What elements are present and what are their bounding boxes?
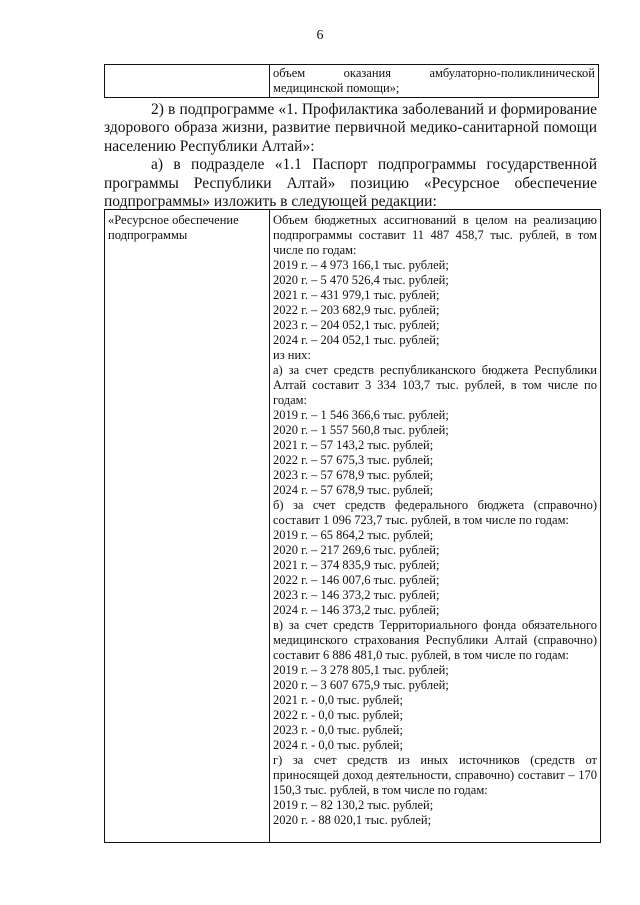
section-a: а) за счет средств республиканского бюджета Республики Алтай составит 3 334 103,7 тыс. рублей, в том числе по годам: [273, 363, 597, 407]
table-row [105, 65, 599, 98]
paragraph-subprogram: 2) в подпрограмме «1. Профилактика заболеваний и формирование здорового образа жизни, развитие первичной медико-санитарной помощи населению Республики Алтай»: [104, 101, 597, 155]
section-v: в) за счет средств Территориального фонда обязательного медицинского страхования Республики Алтай (справочно) составит 6 886 481,0 тыс. рублей, в том числе по годам: [273, 618, 597, 662]
b-year-2021: 2021 г. – 374 835,9 тыс. рублей; [273, 558, 440, 572]
body-text [104, 101, 597, 211]
resource-label-cell: «Ресурсное обеспечение подпрограммы [105, 210, 270, 843]
b-year-2022: 2022 г. – 146 007,6 тыс. рублей; [273, 573, 440, 587]
paragraph-passport: а) в подразделе «1.1 Паспорт подпрограммы государственной программы Республики Алтай» позицию «Ресурсное обеспечение подпрограммы» изложить в следующей редакции: [104, 156, 597, 211]
a-year-2024: 2024 г. – 57 678,9 тыс. рублей; [273, 483, 434, 497]
page-number: 6 [316, 28, 324, 43]
a-year-2020: 2020 г. – 1 557 560,8 тыс. рублей; [273, 423, 449, 437]
b-year-2020: 2020 г. – 217 269,6 тыс. рублей; [273, 543, 440, 557]
total-year-2020: 2020 г. – 5 470 526,4 тыс. рублей; [273, 273, 449, 287]
b-year-2023: 2023 г. – 146 373,2 тыс. рублей; [273, 588, 440, 602]
total-year-2022: 2022 г. – 203 682,9 тыс. рублей; [273, 303, 440, 317]
total-intro: Объем бюджетных ассигнований в целом на реализацию подпрограммы составит 11 487 458,7 тыс. рублей, в том числе по годам: [273, 213, 597, 257]
total-year-2024: 2024 г. – 204 052,1 тыс. рублей; [273, 333, 440, 347]
v-year-2019: 2019 г. – 3 278 805,1 тыс. рублей; [273, 663, 449, 677]
section-b: б) за счет средств федерального бюджета (справочно) составит 1 096 723,7 тыс. рублей, в том числе по годам: [273, 498, 597, 527]
a-year-2023: 2023 г. – 57 678,9 тыс. рублей; [273, 468, 434, 482]
v-year-2024: 2024 г. - 0,0 тыс. рублей; [273, 738, 403, 752]
a-year-2022: 2022 г. – 57 675,3 тыс. рублей; [273, 453, 434, 467]
g-year-2019: 2019 г. – 82 130,2 тыс. рублей; [273, 798, 434, 812]
resource-table [104, 209, 601, 843]
v-year-2023: 2023 г. - 0,0 тыс. рублей; [273, 723, 403, 737]
section-g: г) за счет средств из иных источников (средств от приносящей доход деятельности, справочно) составит – 170 150,3 тыс. рублей, в том числе по годам: [273, 753, 597, 797]
of-them-label: из них: [273, 348, 311, 362]
continuation-left-cell [105, 65, 270, 98]
continuation-right-cell: объем оказания амбулаторно-поликлинической медицинской помощи»; [270, 65, 599, 98]
continuation-table [104, 64, 599, 98]
a-year-2021: 2021 г. – 57 143,2 тыс. рублей; [273, 438, 434, 452]
a-year-2019: 2019 г. – 1 546 366,6 тыс. рублей; [273, 408, 449, 422]
table-row [105, 210, 601, 843]
v-year-2022: 2022 г. - 0,0 тыс. рублей; [273, 708, 403, 722]
v-year-2021: 2021 г. - 0,0 тыс. рублей; [273, 693, 403, 707]
resource-content-cell [270, 210, 601, 843]
total-year-2019: 2019 г. – 4 973 166,1 тыс. рублей; [273, 258, 449, 272]
v-year-2020: 2020 г. – 3 607 675,9 тыс. рублей; [273, 678, 449, 692]
total-year-2021: 2021 г. – 431 979,1 тыс. рублей; [273, 288, 440, 302]
total-year-2023: 2023 г. – 204 052,1 тыс. рублей; [273, 318, 440, 332]
g-year-2020: 2020 г. - 88 020,1 тыс. рублей; [273, 813, 432, 827]
b-year-2019: 2019 г. – 65 864,2 тыс. рублей; [273, 528, 434, 542]
b-year-2024: 2024 г. – 146 373,2 тыс. рублей; [273, 603, 440, 617]
